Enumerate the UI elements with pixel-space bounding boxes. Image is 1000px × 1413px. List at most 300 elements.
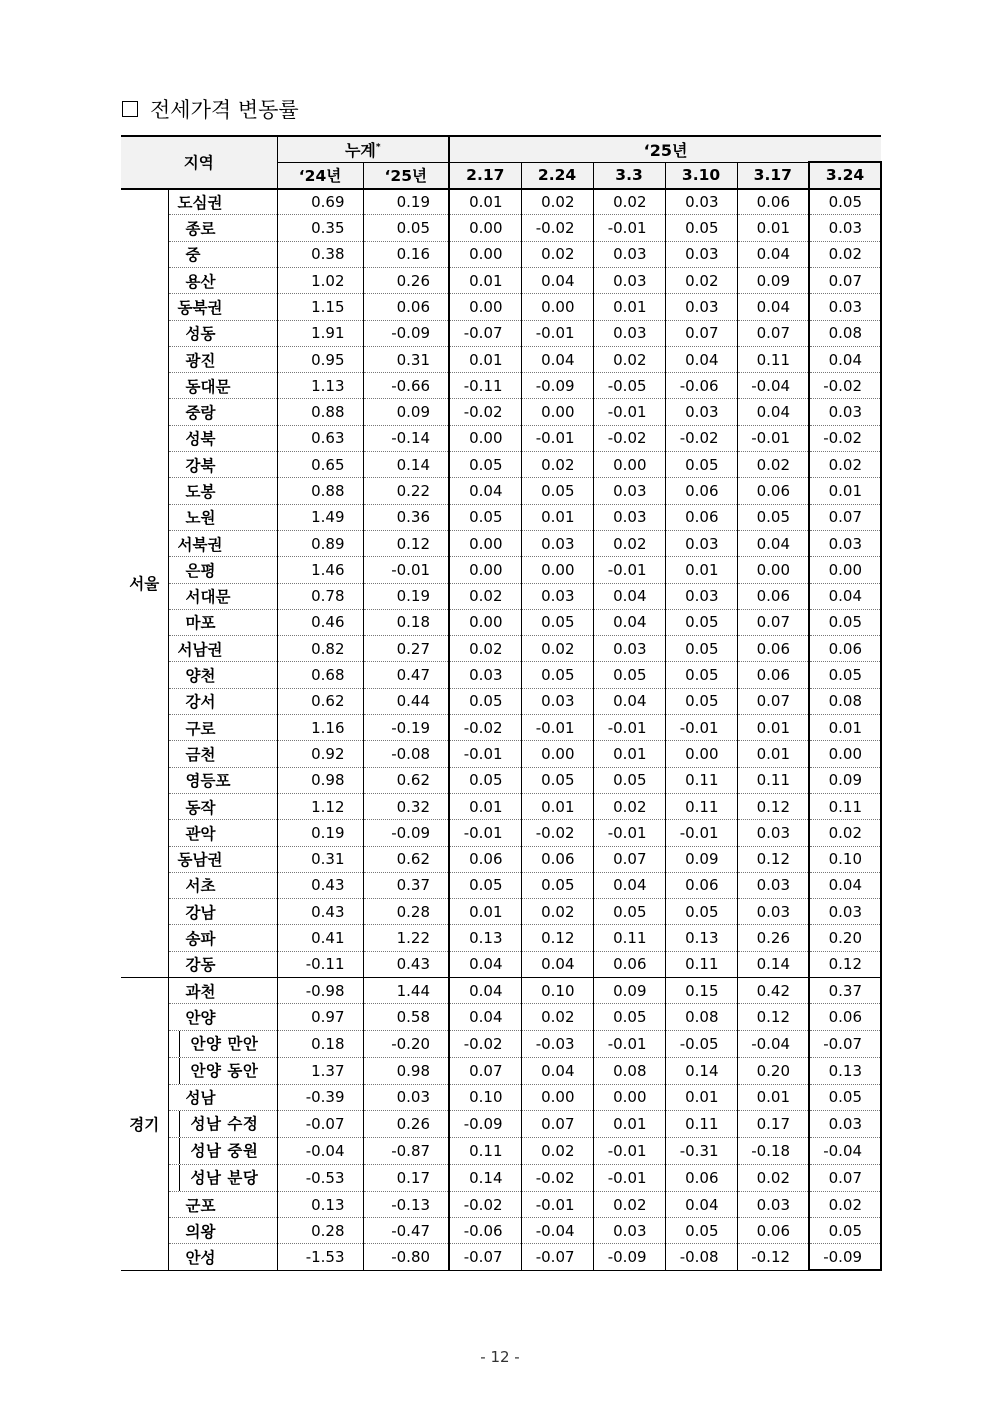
section-title [122,94,299,124]
region-name: 서북권 [168,530,277,556]
table-row [121,715,881,741]
value-cell: 1.13 [277,373,363,399]
value-cell: 0.02 [593,793,665,819]
value-cell: 0.28 [277,1218,363,1244]
value-cell: 0.04 [593,688,665,714]
value-cell-highlighted: 0.37 [809,978,881,1004]
value-cell: 0.88 [277,399,363,425]
value-cell: 0.11 [665,767,737,793]
region-name: 용산 [168,267,277,293]
value-cell: 0.16 [363,241,449,267]
value-cell: -0.14 [363,425,449,451]
value-cell: 0.13 [665,925,737,951]
value-cell: 0.03 [449,662,521,688]
value-cell: 0.11 [593,925,665,951]
value-cell: -0.01 [593,399,665,425]
table-row [121,793,881,819]
cumulative-header [277,136,449,162]
value-cell: -0.47 [363,1218,449,1244]
value-cell: 0.26 [363,1110,449,1137]
value-cell: -0.02 [521,215,593,241]
value-cell: -0.87 [363,1137,449,1164]
value-cell: 0.12 [737,1004,809,1030]
region-name: 양천 [168,662,277,688]
value-cell: 0.63 [277,425,363,451]
table-row [121,1004,881,1030]
value-cell: 0.06 [737,636,809,662]
value-cell: 0.01 [449,189,521,215]
value-cell: 0.03 [665,189,737,215]
value-cell: 0.47 [363,662,449,688]
value-cell: -0.01 [665,715,737,741]
price-change-table-wrapper [121,135,881,1271]
table-row [121,557,881,583]
region-name: 동북권 [168,294,277,320]
value-cell-highlighted: 0.10 [809,846,881,872]
value-cell: 0.06 [665,504,737,530]
table-row [121,294,881,320]
value-cell: 0.04 [737,241,809,267]
table-row [121,636,881,662]
value-cell: -0.07 [449,320,521,346]
value-cell: -0.09 [363,820,449,846]
value-cell: -0.06 [665,373,737,399]
value-cell: 0.04 [593,872,665,898]
value-cell: 0.31 [363,346,449,372]
table-row [121,583,881,609]
value-cell: -0.98 [277,978,363,1004]
value-cell: 0.06 [665,1164,737,1191]
value-cell: -0.01 [449,820,521,846]
value-cell: 0.06 [449,846,521,872]
table-row [121,189,881,215]
value-cell: 0.12 [737,846,809,872]
region-group-label: 경기 [121,978,168,1271]
value-cell: 0.06 [521,846,593,872]
value-cell: -0.01 [593,1030,665,1057]
value-cell: 0.43 [363,951,449,977]
value-cell: 0.46 [277,609,363,635]
value-cell: 0.05 [665,1218,737,1244]
value-cell: 0.09 [665,846,737,872]
value-cell: 0.00 [449,609,521,635]
table-row [121,452,881,478]
value-cell: 0.09 [363,399,449,425]
region-name: 마포 [168,609,277,635]
value-cell: -0.09 [449,1110,521,1137]
value-cell: -0.02 [665,425,737,451]
value-cell: 0.14 [737,951,809,977]
value-cell: 0.05 [593,767,665,793]
value-cell: 0.01 [737,215,809,241]
value-cell: -0.02 [449,715,521,741]
value-cell: -0.02 [521,1164,593,1191]
region-name: 도심권 [168,189,277,215]
region-name: 군포 [168,1191,277,1217]
region-name [168,1164,277,1191]
value-cell: 0.02 [449,636,521,662]
region-name: 성남 [168,1084,277,1110]
value-cell: 0.05 [449,767,521,793]
region-name: 금천 [168,741,277,767]
cumulative-header-label: 누계 [344,140,376,160]
region-group-label: 서울 [121,189,168,978]
value-cell: -0.01 [593,715,665,741]
table-row [121,1137,881,1164]
value-cell: 0.01 [521,504,593,530]
value-cell: -0.01 [593,557,665,583]
value-cell-highlighted: 0.09 [809,767,881,793]
region-name: 강서 [168,688,277,714]
value-cell: 0.04 [449,478,521,504]
value-cell: -0.18 [737,1137,809,1164]
value-cell: 0.17 [363,1164,449,1191]
value-cell: 0.00 [593,452,665,478]
value-cell: -0.08 [363,741,449,767]
value-cell: 0.02 [521,241,593,267]
value-cell: 0.22 [363,478,449,504]
value-cell: 0.11 [737,346,809,372]
value-cell: -0.04 [737,1030,809,1057]
value-cell: 0.00 [665,741,737,767]
value-cell: 0.06 [737,478,809,504]
value-cell: 0.05 [449,504,521,530]
value-cell: -0.09 [593,1244,665,1270]
value-cell-highlighted: -0.02 [809,425,881,451]
column-header: 3.10 [665,162,737,188]
table-row [121,925,881,951]
region-name: 노원 [168,504,277,530]
value-cell: 0.11 [665,951,737,977]
value-cell: -0.66 [363,373,449,399]
value-cell: 0.02 [593,1191,665,1217]
region-name: 서초 [168,872,277,898]
value-cell: 0.03 [363,1084,449,1110]
value-cell: 0.02 [449,583,521,609]
value-cell: -0.07 [521,1244,593,1270]
value-cell: -0.04 [521,1218,593,1244]
value-cell: 0.01 [521,793,593,819]
table-row [121,1110,881,1137]
value-cell: 0.00 [521,741,593,767]
region-name-text: 성남 중원 [179,1138,259,1164]
value-cell: 0.03 [593,267,665,293]
value-cell: 0.01 [665,1084,737,1110]
value-cell: 0.03 [593,1218,665,1244]
value-cell: 0.43 [277,872,363,898]
value-cell: 0.05 [665,636,737,662]
value-cell: 0.19 [277,820,363,846]
value-cell: 0.11 [665,1110,737,1137]
value-cell: 0.03 [665,294,737,320]
table-row [121,399,881,425]
value-cell: 0.26 [737,925,809,951]
value-cell-highlighted: 0.12 [809,951,881,977]
region-name: 중 [168,241,277,267]
region-name [168,1057,277,1084]
value-cell: 0.07 [593,846,665,872]
table-body [121,189,881,1271]
value-cell: 0.07 [449,1057,521,1084]
value-cell: -0.02 [521,820,593,846]
value-cell: 0.03 [737,899,809,925]
value-cell: 1.44 [363,978,449,1004]
value-cell: -1.53 [277,1244,363,1270]
value-cell: 0.02 [593,530,665,556]
value-cell: -0.01 [521,1191,593,1217]
value-cell: 0.04 [665,346,737,372]
value-cell: 0.44 [363,688,449,714]
table-row [121,320,881,346]
value-cell: 0.00 [521,399,593,425]
region-name-text: 성남 분당 [179,1165,259,1191]
value-cell-highlighted: 0.05 [809,1218,881,1244]
column-header: ‘25년 [363,162,449,188]
value-cell: 0.04 [521,951,593,977]
value-cell: 0.05 [449,688,521,714]
value-cell: 0.09 [737,267,809,293]
value-cell: 0.01 [593,741,665,767]
value-cell: 0.00 [449,241,521,267]
value-cell: -0.01 [449,741,521,767]
table-row [121,741,881,767]
value-cell: 1.37 [277,1057,363,1084]
region-name: 강동 [168,951,277,977]
value-cell: -0.19 [363,715,449,741]
region-name [168,1030,277,1057]
column-header: ‘24년 [277,162,363,188]
value-cell: 0.01 [449,346,521,372]
value-cell: -0.05 [593,373,665,399]
value-cell: 0.11 [737,767,809,793]
value-cell: 0.97 [277,1004,363,1030]
value-cell: 0.02 [737,1164,809,1191]
value-cell: 0.07 [665,320,737,346]
value-cell: 0.07 [737,688,809,714]
value-cell: 0.05 [521,478,593,504]
table-row [121,267,881,293]
region-name: 강북 [168,452,277,478]
region-name [168,1137,277,1164]
value-cell: 0.01 [449,267,521,293]
value-cell: 0.11 [665,793,737,819]
table-row [121,978,881,1004]
region-name: 영등포 [168,767,277,793]
value-cell: 0.41 [277,925,363,951]
value-cell: 1.46 [277,557,363,583]
value-cell: 0.11 [449,1137,521,1164]
value-cell: 0.05 [593,662,665,688]
value-cell: -0.01 [665,820,737,846]
value-cell-highlighted: -0.09 [809,1244,881,1270]
value-cell: 0.12 [737,793,809,819]
price-change-table [121,135,882,1271]
region-name: 성북 [168,425,277,451]
value-cell: 0.02 [593,346,665,372]
region-name [168,1110,277,1137]
value-cell: -0.06 [449,1218,521,1244]
value-cell: -0.80 [363,1244,449,1270]
value-cell: 0.12 [521,925,593,951]
value-cell: 0.12 [363,530,449,556]
value-cell-highlighted: -0.04 [809,1137,881,1164]
region-name: 광진 [168,346,277,372]
value-cell: 0.38 [277,241,363,267]
value-cell: 0.09 [593,978,665,1004]
value-cell: 0.03 [665,583,737,609]
value-cell: 0.00 [449,557,521,583]
table-row [121,951,881,977]
value-cell: -0.09 [363,320,449,346]
value-cell: 0.04 [521,346,593,372]
table-row [121,609,881,635]
checkbox-square-icon [122,101,138,117]
value-cell: 0.00 [449,530,521,556]
value-cell: 0.00 [737,557,809,583]
value-cell: 0.31 [277,846,363,872]
value-cell: 0.32 [363,793,449,819]
value-cell: 0.20 [737,1057,809,1084]
value-cell: -0.02 [593,425,665,451]
value-cell: 0.18 [363,609,449,635]
value-cell: 0.05 [665,899,737,925]
table-row [121,688,881,714]
table-row [121,504,881,530]
value-cell: 0.03 [593,636,665,662]
value-cell: 0.95 [277,346,363,372]
value-cell-highlighted: 0.03 [809,294,881,320]
value-cell: 0.05 [665,215,737,241]
value-cell: 0.01 [737,741,809,767]
value-cell: 0.65 [277,452,363,478]
table-row [121,1030,881,1057]
value-cell: -0.03 [521,1030,593,1057]
value-cell: 0.03 [593,320,665,346]
value-cell: 0.05 [593,899,665,925]
value-cell: -0.02 [449,1191,521,1217]
value-cell: 0.26 [363,267,449,293]
region-name: 의왕 [168,1218,277,1244]
value-cell-highlighted: 0.04 [809,583,881,609]
table-row [121,1164,881,1191]
value-cell: 0.06 [665,478,737,504]
value-cell: -0.01 [593,1137,665,1164]
value-cell: -0.01 [593,215,665,241]
value-cell: 0.02 [521,636,593,662]
value-cell: 0.00 [449,215,521,241]
value-cell: 0.01 [665,557,737,583]
value-cell: 0.08 [593,1057,665,1084]
value-cell: 1.22 [363,925,449,951]
column-header: 2.24 [521,162,593,188]
value-cell: 0.35 [277,215,363,241]
value-cell: -0.08 [665,1244,737,1270]
value-cell: 0.06 [737,189,809,215]
value-cell: 0.69 [277,189,363,215]
region-header: 지역 [121,136,277,189]
column-header: 3.17 [737,162,809,188]
column-header-highlighted: 3.24 [809,162,881,188]
value-cell: 0.00 [449,425,521,451]
value-cell: -0.01 [521,715,593,741]
value-cell: 0.07 [521,1110,593,1137]
table-row [121,846,881,872]
value-cell-highlighted: 0.02 [809,241,881,267]
value-cell: 0.01 [593,1110,665,1137]
value-cell: 0.00 [521,294,593,320]
value-cell: 0.05 [449,872,521,898]
value-cell: 0.37 [363,872,449,898]
value-cell: 0.01 [737,715,809,741]
region-name: 동대문 [168,373,277,399]
value-cell: -0.01 [737,425,809,451]
value-cell: 0.03 [737,1191,809,1217]
value-cell: 0.98 [277,767,363,793]
value-cell: 0.13 [277,1191,363,1217]
value-cell: -0.13 [363,1191,449,1217]
value-cell: -0.11 [277,951,363,977]
region-name: 구로 [168,715,277,741]
region-name: 안성 [168,1244,277,1270]
value-cell: 0.18 [277,1030,363,1057]
table-row [121,478,881,504]
value-cell: 0.05 [737,504,809,530]
value-cell: 0.05 [665,662,737,688]
value-cell-highlighted: 0.01 [809,715,881,741]
value-cell: -0.02 [449,1030,521,1057]
value-cell: 0.03 [593,504,665,530]
value-cell-highlighted: 0.02 [809,452,881,478]
value-cell: 0.28 [363,899,449,925]
value-cell: -0.11 [449,373,521,399]
table-row [121,1057,881,1084]
value-cell: 0.06 [737,1218,809,1244]
value-cell: 0.00 [449,294,521,320]
value-cell: -0.07 [449,1244,521,1270]
value-cell-highlighted: 0.20 [809,925,881,951]
value-cell-highlighted: -0.07 [809,1030,881,1057]
value-cell: 0.03 [593,478,665,504]
value-cell: 0.01 [449,899,521,925]
value-cell: 0.00 [521,1084,593,1110]
table-row [121,241,881,267]
value-cell: 0.03 [521,530,593,556]
value-cell: 1.49 [277,504,363,530]
value-cell-highlighted: 0.03 [809,1110,881,1137]
value-cell-highlighted: -0.02 [809,373,881,399]
value-cell-highlighted: 0.02 [809,820,881,846]
value-cell: 0.04 [737,399,809,425]
value-cell: 0.03 [665,399,737,425]
table-row [121,1244,881,1270]
value-cell-highlighted: 0.13 [809,1057,881,1084]
value-cell: 0.01 [449,793,521,819]
value-cell: 0.02 [521,1004,593,1030]
region-name: 중랑 [168,399,277,425]
value-cell-highlighted: 0.03 [809,530,881,556]
value-cell: 0.03 [521,688,593,714]
value-cell: -0.01 [593,820,665,846]
table-row [121,1084,881,1110]
value-cell: 0.62 [277,688,363,714]
value-cell: 0.03 [665,241,737,267]
region-name: 과천 [168,978,277,1004]
region-name: 강남 [168,899,277,925]
value-cell: 0.00 [593,1084,665,1110]
table-row [121,767,881,793]
value-cell: 0.04 [521,1057,593,1084]
value-cell: 0.19 [363,189,449,215]
